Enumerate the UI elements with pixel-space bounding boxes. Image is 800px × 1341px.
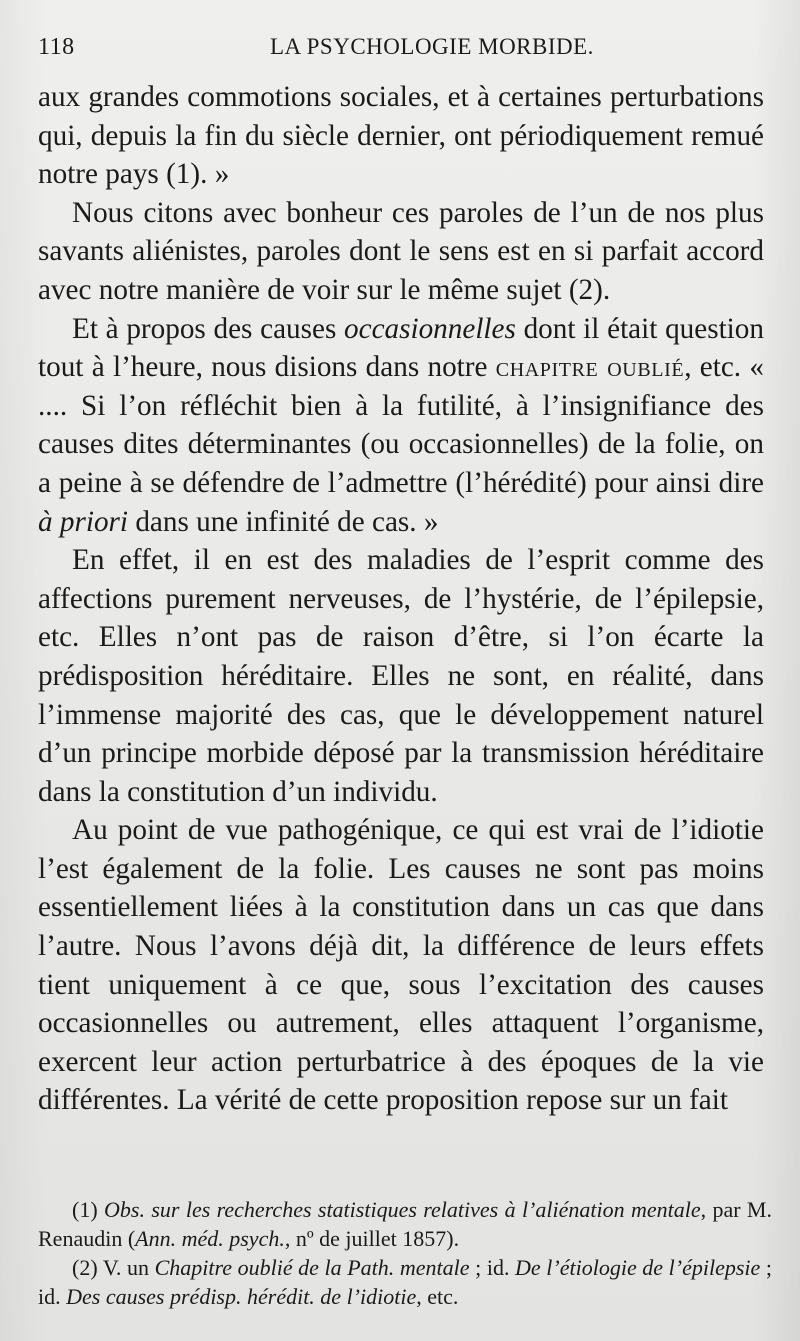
text-run: aux grandes commotions sociales, et à certaines perturbations qui, depuis la fin du siècle dernier, ont périodiquement remué notre pays (1). »	[38, 81, 764, 191]
italic-text: Ann. méd. psych.	[135, 1226, 285, 1251]
italic-text: De l’étiologie de l’épilepsie	[515, 1255, 761, 1280]
page-number: 118	[38, 34, 75, 60]
text-run: Nous citons avec bonheur ces paroles de l’un de nos plus savants aliénistes, paroles dont le sens est en si parfait accord avec notre manière de voir sur le même sujet (2).	[38, 196, 764, 306]
text-run: , etc. « .... Si l’on réfléchit bien à la futilité, à l’insignifiance des causes dites déterminantes (ou occasionnelles) de la folie, on a peine à se défendre de l’admettre (l’hérédité) pour ainsi dire	[38, 351, 765, 499]
text-run: (2) V. un	[72, 1255, 155, 1280]
page-header	[38, 34, 764, 78]
small-caps-text: chapitre oublié	[495, 351, 685, 384]
paragraph	[38, 78, 764, 194]
text-run: Au point de vue pathogénique, ce qui est vrai de l’idiotie l’est également de la folie. Les causes ne sont pas moins essentiellement liées à la constitution dans un cas que dans l’autre. Nous l’avons déjà dit, la différence de leurs effets tient uniquement à ce que, sous l’excitation des causes occasionnelles ou autrement, elles attaquent l’organisme, exercent leur action perturbatrice à des époques de la vie différentes. La vérité de cette proposition repose sur un fait	[38, 814, 764, 1117]
paragraph	[38, 310, 764, 542]
paragraph	[38, 541, 764, 811]
paragraph	[38, 194, 764, 310]
text-run: , par M. Renaudin (	[38, 1197, 772, 1251]
italic-text: Obs. sur les recherches statistiques relatives à l’aliénation mentale	[104, 1197, 701, 1222]
text-run: dont il était question tout à l’heure, nous disions dans notre	[38, 312, 764, 384]
text-run: , etc.	[416, 1284, 459, 1309]
text-run: ; id.	[38, 1255, 773, 1309]
italic-text: Chapitre oublié de la Path. mentale	[154, 1255, 470, 1280]
text-run: dans une infinité de cas. »	[128, 505, 439, 538]
paragraph	[38, 811, 764, 1120]
running-title: LA PSYCHOLOGIE MORBIDE.	[270, 34, 594, 59]
italic-text: Des causes prédisp. hérédit. de l’idiotie	[66, 1284, 417, 1309]
text-run: (1)	[72, 1197, 105, 1222]
italic-text: occasionnelles	[344, 312, 516, 345]
footnotes	[38, 1195, 772, 1311]
body-text	[38, 78, 764, 1120]
text-run: ; id.	[469, 1255, 516, 1280]
text-run: , nº de juillet 1857).	[284, 1226, 460, 1251]
text-run: Et à propos des causes	[72, 312, 345, 345]
footnote	[38, 1195, 772, 1253]
text-run: En effet, il en est des maladies de l’esprit comme des affections purement nerveuses, de l’hystérie, de l’épilepsie, etc. Elles n’ont pas de raison d’être, si l’on écarte la prédisposition héréditaire. Elles ne sont, en réalité, dans l’immense majorité des cas, que le développement naturel d’un principe morbide déposé par la transmission héréditaire dans la constitution d’un individu.	[38, 544, 764, 808]
footnote	[38, 1253, 772, 1311]
italic-text: à priori	[38, 505, 129, 538]
